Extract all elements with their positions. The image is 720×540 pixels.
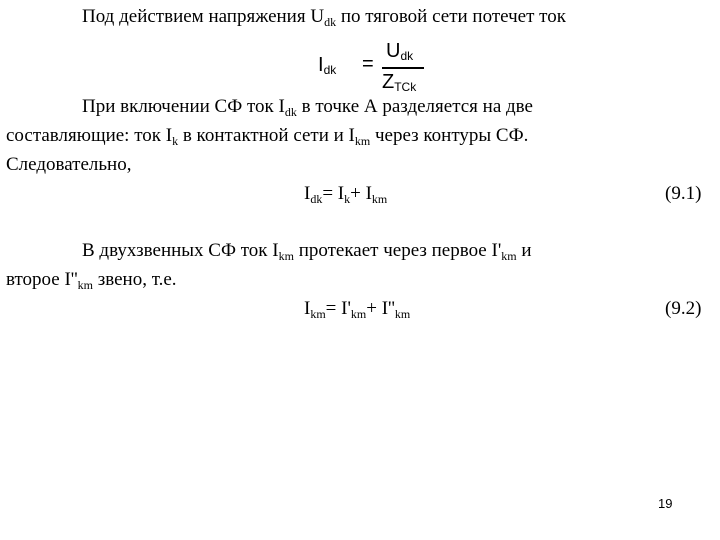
paragraph-current-split-line2 <box>6 125 528 147</box>
subscript: km <box>310 307 326 321</box>
text: + I'' <box>366 298 395 319</box>
equation-number-9-2: (9.2) <box>665 298 702 319</box>
text: Следовательно, <box>6 154 132 175</box>
paragraph-current-split-line1 <box>82 96 533 118</box>
text: протекает через первое I' <box>293 240 502 261</box>
subscript: km <box>350 307 367 321</box>
text: в точке А разделяется на две <box>296 96 533 117</box>
subscript: km <box>371 192 388 206</box>
text: по тяговой сети потечет ток <box>336 6 566 27</box>
paragraph-two-link-line1 <box>82 240 532 262</box>
fraction-bar <box>382 67 424 69</box>
subscript: km <box>501 249 517 263</box>
text: звено, т.е. <box>92 269 177 290</box>
subscript: k <box>344 192 351 206</box>
subscript: km <box>354 134 371 148</box>
subscript: km <box>394 307 411 321</box>
formula-current-fraction <box>318 40 428 96</box>
text: второе I'' <box>6 269 78 290</box>
equation-number-9-1: (9.1) <box>665 183 702 204</box>
formula-denominator <box>382 71 416 94</box>
text: Под действием напряжения U <box>82 6 325 27</box>
subscript: km <box>278 249 294 263</box>
subscript: dk <box>284 105 297 119</box>
equation-9-1 <box>304 183 387 205</box>
subscript: dk <box>400 49 414 63</box>
subscript: TCk <box>394 80 417 94</box>
text: I <box>304 183 311 204</box>
subscript: dk <box>310 192 323 206</box>
formula-lhs <box>318 54 336 77</box>
text: I <box>318 54 324 76</box>
subscript: dk <box>323 63 337 77</box>
text: При включении СФ ток I <box>82 96 285 117</box>
text: = I' <box>325 298 351 319</box>
equals-sign: = <box>362 53 374 75</box>
equation-9-2 <box>304 298 410 320</box>
subscript: k <box>172 134 179 148</box>
text: и <box>516 240 532 261</box>
text: в контактной сети и I <box>178 125 355 146</box>
formula-numerator <box>386 40 413 63</box>
page-number: 19 <box>658 496 673 511</box>
text: I <box>304 298 311 319</box>
text: через контуры СФ. <box>370 125 529 146</box>
paragraph-current-split-line3 <box>6 154 131 176</box>
text: составляющие: ток I <box>6 125 173 146</box>
subscript: dk <box>324 15 337 29</box>
text: В двухзвенных СФ ток I <box>82 240 279 261</box>
text: U <box>386 40 401 62</box>
text: + I <box>350 183 372 204</box>
paragraph-voltage-intro <box>82 6 566 28</box>
paragraph-two-link-line2 <box>6 269 177 291</box>
subscript: km <box>77 278 93 292</box>
text: = I <box>322 183 345 204</box>
text: Z <box>382 71 395 93</box>
